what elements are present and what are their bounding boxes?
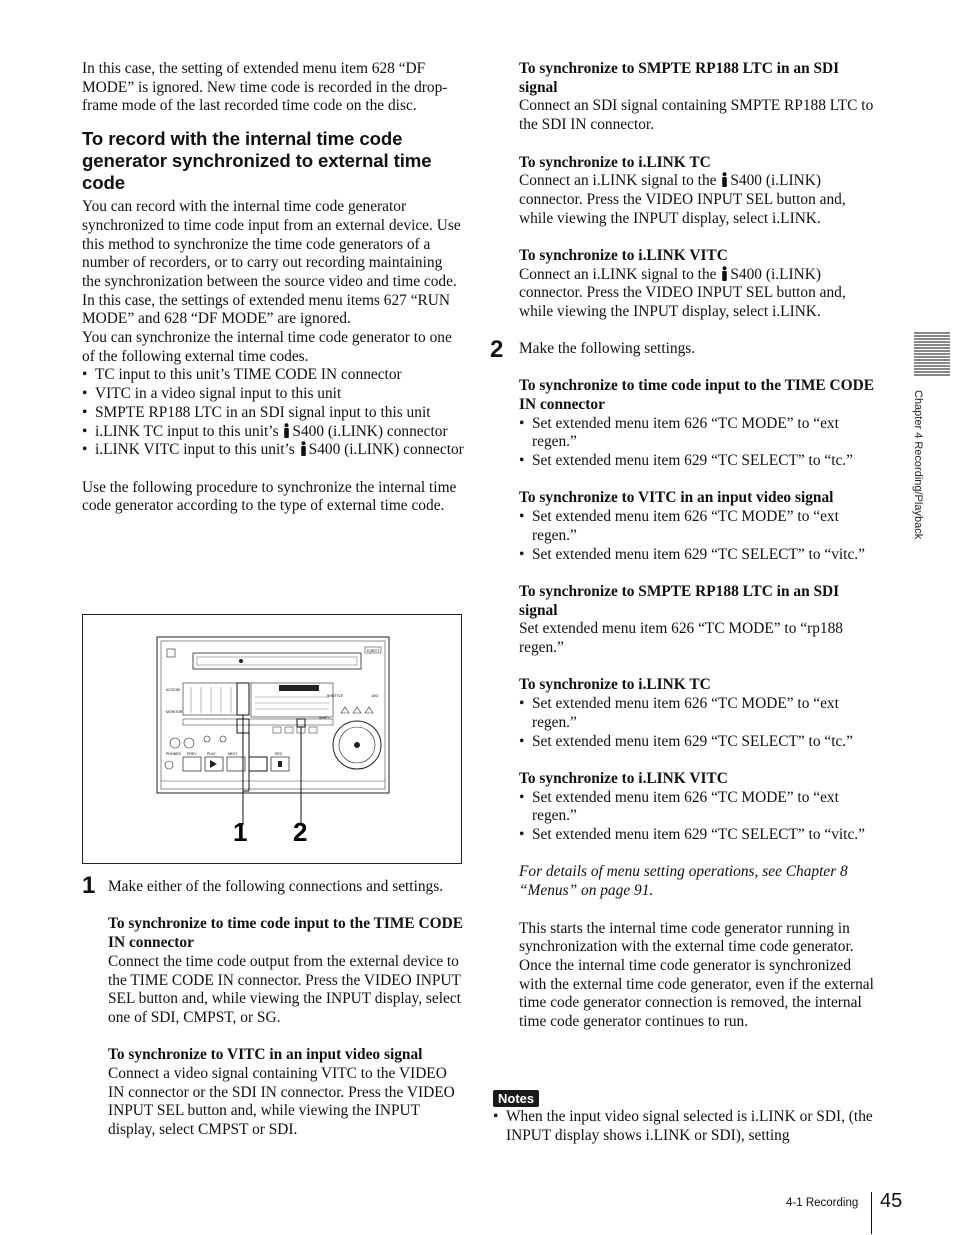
callout-1: 1 <box>233 817 248 847</box>
list-item: • Set extended menu item 629 “TC SELECT” to “vitc.” <box>519 546 879 565</box>
intro-paragraph: In this case, the setting of extended menu item 628 “DF MODE” is ignored. New time code is recorded in the drop-frame mode of the last recorded time code on the disc. <box>82 60 448 115</box>
subhead-set-ilink-vitc: To synchronize to i.LINK VITC <box>519 769 728 787</box>
callout-2: 2 <box>293 817 308 847</box>
ilink-icon <box>282 423 291 438</box>
settings-list-vitc <box>519 508 879 564</box>
jog-label: JOG <box>371 694 379 698</box>
step-1-block <box>108 878 464 1140</box>
eject-label: EJECT <box>367 648 380 653</box>
list-item-text: i.LINK TC input to this unit’s <box>95 422 283 440</box>
menu-reference: For details of menu setting operations, see Chapter 8 “Menus” on page 91. <box>519 863 848 900</box>
list-item-text: TC input to this unit’s TIME CODE IN connector <box>95 366 402 384</box>
list-item: • Set extended menu item 626 “TC MODE” to “ext regen.” <box>519 789 879 826</box>
body-text: S400 (i.LINK) connector. Press the VIDEO INPUT SEL button and, while viewing the INPUT display, select i.LINK. <box>519 172 846 227</box>
note-item: • When the input video signal selected is i.LINK or SDI, (the INPUT display shows i.LINK or SDI), setting <box>493 1108 879 1145</box>
settings-list-tc-in <box>519 415 879 471</box>
right-column <box>519 60 879 1032</box>
notes-badge-wrap <box>493 1090 539 1108</box>
left-column <box>82 60 464 516</box>
notes-badge: Notes <box>493 1090 539 1107</box>
list-item <box>82 423 464 442</box>
chapter-side-label: Chapter 4 Recording/Playback <box>912 390 924 540</box>
list-item: • Set extended menu item 629 “TC SELECT” to “tc.” <box>519 452 879 471</box>
subhead-vitc: To synchronize to VITC in an input video signal <box>108 1046 423 1064</box>
phones-label: PHONES <box>166 752 181 756</box>
list-item <box>82 366 464 385</box>
list-item: • Set extended menu item 629 “TC SELECT” to “tc.” <box>519 733 879 752</box>
subhead-set-tc-in: To synchronize to time code input to the TIME CODE IN connector <box>519 377 874 413</box>
list-item-text: S400 (i.LINK) connector <box>308 441 464 459</box>
list-item: • Set extended menu item 626 “TC MODE” to “ext regen.” <box>519 695 879 732</box>
ilink-icon <box>720 172 729 187</box>
device-front-panel-figure <box>82 614 462 864</box>
list-item: • Set extended menu item 626 “TC MODE” to “ext regen.” <box>519 508 879 545</box>
body-set-rp188: Set extended menu item 626 “TC MODE” to “rp188 regen.” <box>519 620 843 657</box>
subhead-rp188: To synchronize to SMPTE RP188 LTC in an SDI signal <box>519 60 840 96</box>
step-1-text: Make either of the following connections and settings. <box>108 878 444 895</box>
body-paragraph-3: You can synchronize the internal time code generator to one of the following external time codes. <box>82 329 452 365</box>
subhead-ilink-vitc: To synchronize to i.LINK VITC <box>519 247 728 264</box>
subhead-set-ilink-tc: To synchronize to i.LINK TC <box>519 676 711 694</box>
front-panel-illustration <box>83 615 461 863</box>
step-1-number: 1 <box>82 872 96 899</box>
step-2-number: 2 <box>490 336 504 363</box>
external-timecode-list <box>82 366 464 460</box>
notes-list <box>493 1108 879 1145</box>
body-paragraph-2: In this case, the settings of extended menu items 627 “RUN MODE” and 628 “DF MODE” are ignored. <box>82 291 451 328</box>
body-paragraph-1: You can record with the internal time code generator synchronized to time code input from an external device. Use this method to synchronize the time code generators of a number of recorders, or to carry out recording maintaining the synchronization between the source video and time code. <box>82 198 461 290</box>
subhead-ilink-tc: To synchronize to i.LINK TC <box>519 153 711 171</box>
section-heading: To record with the internal time code generator synchronized to external time code <box>82 128 432 194</box>
body-text: S400 (i.LINK) connector. Press the VIDEO INPUT SEL button and, while viewing the INPUT display, select i.LINK. <box>519 265 846 321</box>
footer-section: 4-1 Recording <box>786 1197 859 1209</box>
list-item <box>82 404 464 423</box>
footer-divider <box>871 1192 872 1234</box>
step-2-text: Make the following settings. <box>519 339 696 357</box>
shift-label: SHIFT <box>319 716 330 720</box>
chapter-tab-stripes <box>914 332 950 376</box>
prev-label: PREV <box>187 752 197 756</box>
list-item-text: S400 (i.LINK) connector <box>292 422 448 440</box>
rec-label: REC <box>275 752 283 756</box>
list-item <box>82 441 464 460</box>
next-label: NEXT <box>228 752 238 756</box>
list-item <box>82 385 464 404</box>
settings-list-ilink-vitc <box>519 789 879 845</box>
subhead-tc-in: To synchronize to time code input to the TIME CODE IN connector <box>108 915 463 952</box>
monitor-label: MONITOR <box>166 710 183 714</box>
ilink-icon <box>299 441 308 456</box>
body-vitc: Connect a video signal containing VITC to the VIDEO IN connector or the SDI IN connector. Press the VIDEO INPUT SEL button and, while viewing the INPUT display, select CMPST or SDI. <box>108 1065 455 1139</box>
ilink-icon <box>720 266 729 281</box>
list-item: • Set extended menu item 629 “TC SELECT” to “vitc.” <box>519 826 879 845</box>
procedure-paragraph: Use the following procedure to synchronize the internal time code generator according to the type of external time code. <box>82 478 457 515</box>
body-ilink-tc <box>519 172 879 228</box>
list-item: • Set extended menu item 626 “TC MODE” to “ext regen.” <box>519 415 879 452</box>
shuttle-label: SHUTTLE <box>327 694 343 698</box>
access-label: ACCESS <box>166 688 181 692</box>
list-item-text: i.LINK VITC input to this unit’s <box>95 441 299 459</box>
body-rp188: Connect an SDI signal containing SMPTE RP188 LTC to the SDI IN connector. <box>519 97 874 134</box>
subhead-set-rp188: To synchronize to SMPTE RP188 LTC in an SDI signal <box>519 582 840 619</box>
body-tc-in: Connect the time code output from the external device to the TIME CODE IN connector. Press the VIDEO INPUT SEL button and, while viewing the INPUT display, select one of SDI, CMPST, or SG. <box>108 952 461 1026</box>
result-paragraph: This starts the internal time code generator running in synchronization with the external time code generator. Once the internal time code generator is synchronized with the external time code generator, even if the external time code generator connection is removed, the internal time code generator continues to run. <box>519 919 874 1031</box>
settings-list-ilink-tc <box>519 695 879 751</box>
body-text: Connect an i.LINK signal to the <box>519 265 721 283</box>
list-item-text: SMPTE RP188 LTC in an SDI signal input to this unit <box>95 403 431 421</box>
subhead-set-vitc: To synchronize to VITC in an input video signal <box>519 489 834 507</box>
notes-items <box>493 1108 879 1145</box>
body-ilink-vitc <box>519 266 879 322</box>
list-item-text: VITC in a video signal input to this unit <box>95 385 342 403</box>
play-label: PLAY <box>207 752 216 756</box>
page-number: 45 <box>880 1190 903 1212</box>
body-text: Connect an i.LINK signal to the <box>519 172 721 190</box>
